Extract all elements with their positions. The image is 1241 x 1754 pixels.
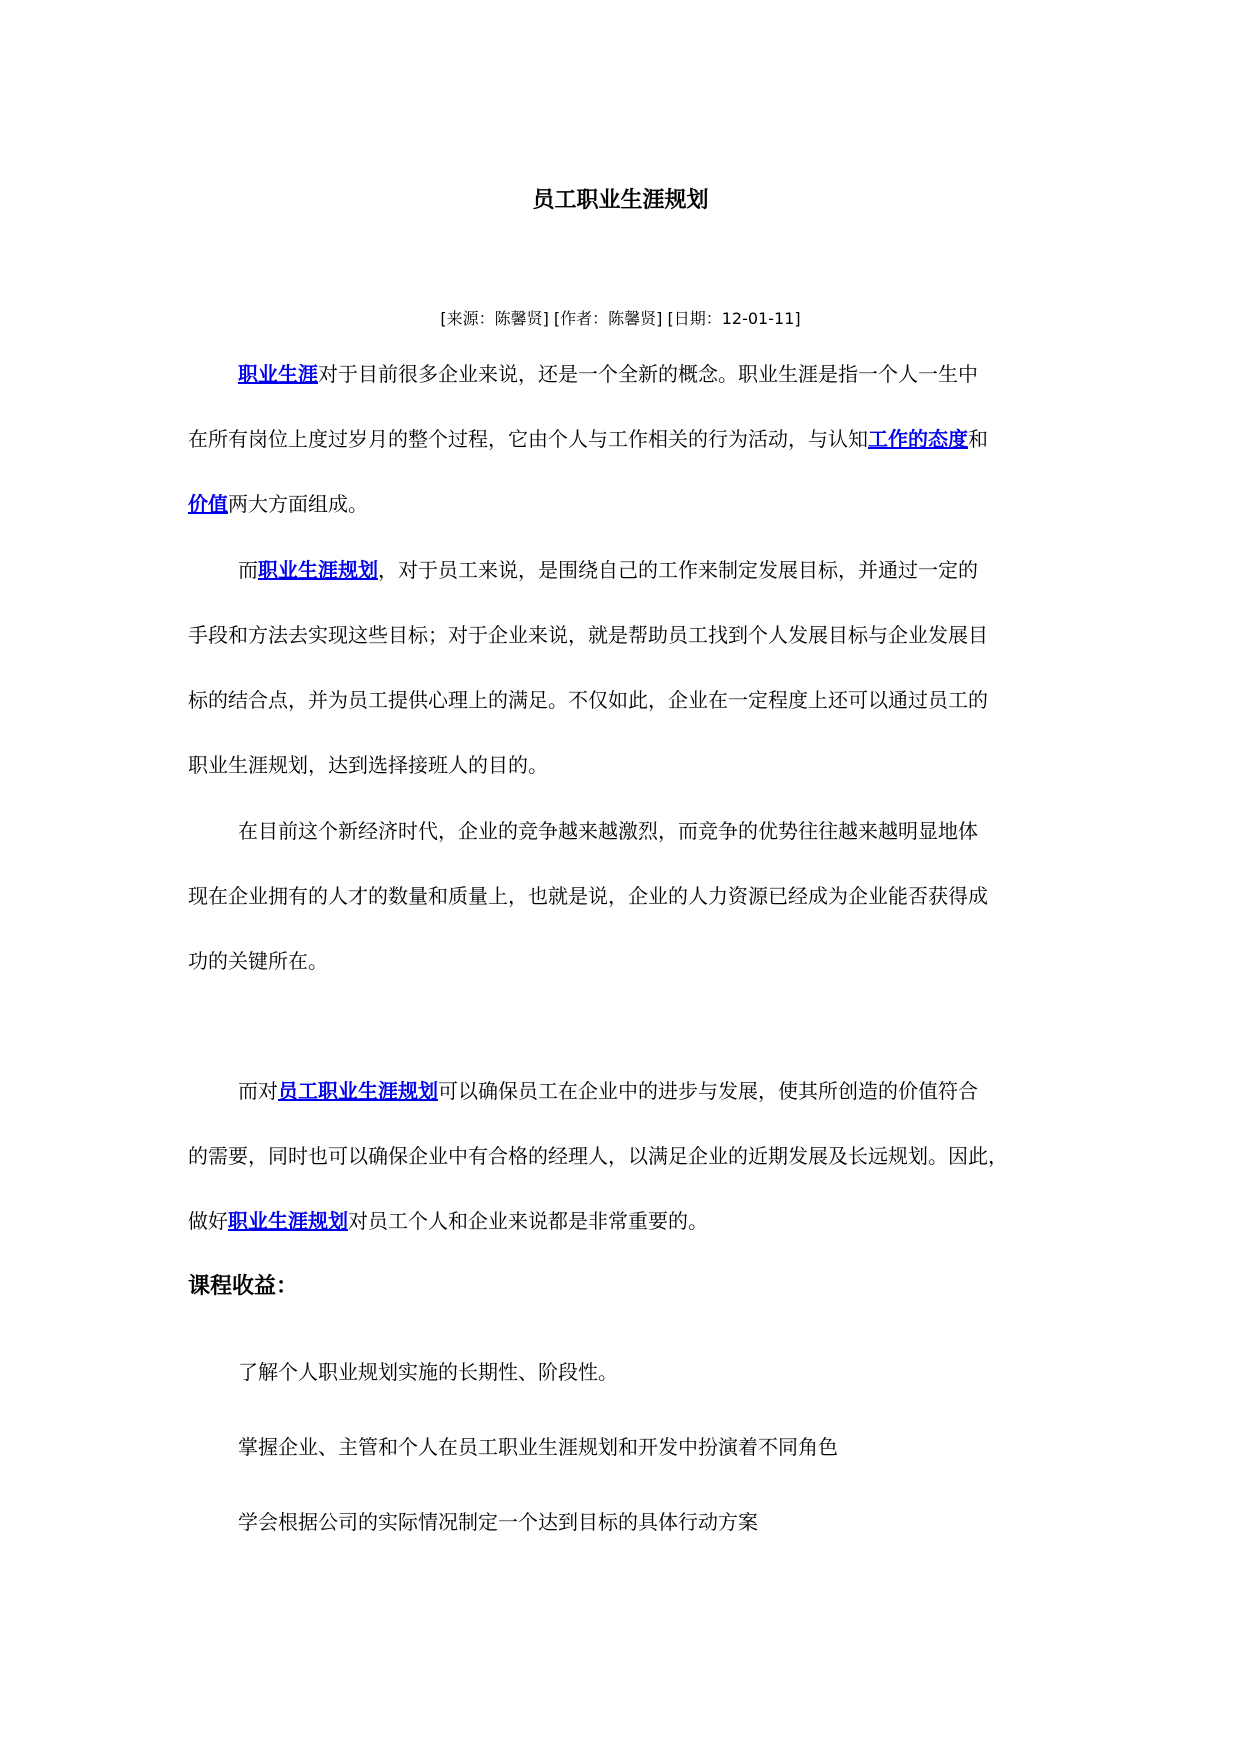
link-employee-career-planning[interactable]: 员工职业生涯规划 bbox=[278, 1079, 438, 1103]
paragraph-line bbox=[188, 407, 1058, 472]
paragraph-text: 可以确保员工在企业中的进步与发展，使其所创造的价值符合 bbox=[438, 1079, 978, 1103]
link-career-planning[interactable]: 职业生涯规划 bbox=[258, 558, 378, 582]
benefit-item: 掌握企业、主管和个人在员工职业生涯规划和开发中扮演着不同角色 bbox=[238, 1435, 838, 1459]
paragraph-text: 而对 bbox=[238, 1079, 278, 1103]
paragraph-line: 的需要，同时也可以确保企业中有合格的经理人，以满足企业的近期发展及长远规划。因此， bbox=[188, 1144, 1008, 1168]
paragraph-line: 现在企业拥有的人才的数量和质量上，也就是说，企业的人力资源已经成为企业能否获得成 bbox=[188, 884, 988, 908]
paragraph-text: 做好 bbox=[188, 1209, 228, 1233]
document-meta: [来源：陈馨贤] [作者：陈馨贤] [日期：12-01-11] bbox=[440, 309, 801, 328]
benefits-heading: 课程收益： bbox=[188, 1274, 299, 1299]
paragraph-text: 而 bbox=[238, 558, 258, 582]
paragraph-line: 手段和方法去实现这些目标；对于企业来说，就是帮助员工找到个人发展目标与企业发展目 bbox=[188, 623, 988, 647]
paragraph-line: 在目前这个新经济时代，企业的竞争越来越激烈，而竞争的优势往往越来越明显地体 bbox=[238, 819, 978, 843]
link-career[interactable]: 职业生涯 bbox=[238, 362, 318, 386]
paragraph-line bbox=[188, 342, 1058, 407]
paragraph-line: 功的关键所在。 bbox=[188, 949, 328, 973]
paragraph-text: ，对于员工来说，是围绕自己的工作来制定发展目标，并通过一定的 bbox=[378, 558, 978, 582]
paragraph-text: 和 bbox=[968, 427, 988, 451]
paragraph-3 bbox=[188, 799, 1058, 994]
link-career-planning-2[interactable]: 职业生涯规划 bbox=[228, 1209, 348, 1233]
paragraph-text: 对员工个人和企业来说都是非常重要的。 bbox=[348, 1209, 708, 1233]
paragraph-line bbox=[188, 472, 1058, 537]
paragraph-line: 标的结合点，并为员工提供心理上的满足。不仅如此，企业在一定程度上还可以通过员工的 bbox=[188, 688, 988, 712]
paragraph-text: 两大方面组成。 bbox=[228, 492, 368, 516]
paragraph-text: 在所有岗位上度过岁月的整个过程，它由个人与工作相关的行为活动，与认知 bbox=[188, 427, 868, 451]
link-work-attitude[interactable]: 工作的态度 bbox=[868, 427, 968, 451]
document-title: 员工职业生涯规划 bbox=[532, 188, 709, 213]
paragraph-4 bbox=[188, 1059, 1058, 1254]
paragraph-text: 对于目前很多企业来说，还是一个全新的概念。职业生涯是指一个人一生中 bbox=[318, 362, 978, 386]
paragraph-2 bbox=[188, 538, 1058, 798]
paragraph-1 bbox=[188, 342, 1058, 537]
paragraph-line: 职业生涯规划，达到选择接班人的目的。 bbox=[188, 753, 548, 777]
link-value[interactable]: 价值 bbox=[188, 492, 228, 516]
paragraph-line bbox=[188, 538, 1058, 603]
paragraph-line bbox=[188, 1059, 1058, 1124]
paragraph-line bbox=[188, 1189, 1058, 1254]
benefit-item: 学会根据公司的实际情况制定一个达到目标的具体行动方案 bbox=[238, 1510, 758, 1534]
benefit-item: 了解个人职业规划实施的长期性、阶段性。 bbox=[238, 1360, 618, 1384]
